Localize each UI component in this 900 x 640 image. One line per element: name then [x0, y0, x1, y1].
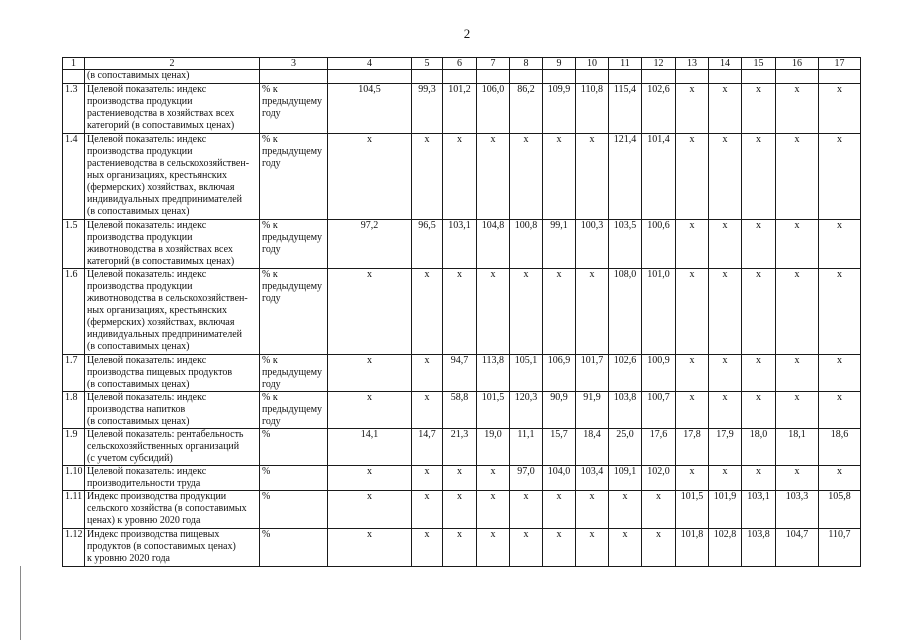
indicator-name-cell: Целевой показатель: рентабельность сельскохозяйственных организаций (с учетом субсидий)	[85, 429, 260, 466]
unit-cell	[260, 70, 328, 84]
table-row	[63, 134, 861, 220]
column-header-4: 4	[328, 58, 412, 70]
indicators-table	[62, 57, 861, 567]
row-number-cell: 1.8	[63, 392, 85, 429]
column-header-15: 15	[742, 58, 776, 70]
value-cell: 18,0	[742, 429, 776, 466]
value-cell: 103,8	[742, 529, 776, 567]
table-row	[63, 529, 861, 567]
row-number-cell: 1.9	[63, 429, 85, 466]
value-cell: х	[676, 220, 709, 269]
value-cell: х	[742, 392, 776, 429]
value-cell: 14,1	[328, 429, 412, 466]
value-cell: х	[776, 84, 819, 134]
table-row	[63, 269, 861, 355]
value-cell: х	[328, 466, 412, 491]
value-cell	[576, 70, 609, 84]
value-cell: 86,2	[510, 84, 543, 134]
value-cell: х	[819, 269, 861, 355]
value-cell: х	[676, 84, 709, 134]
value-cell: 17,6	[642, 429, 676, 466]
value-cell: х	[819, 466, 861, 491]
value-cell: 100,7	[642, 392, 676, 429]
table-header-row	[63, 58, 861, 70]
value-cell: 105,8	[819, 491, 861, 529]
value-cell: 102,6	[609, 355, 642, 392]
value-cell: х	[576, 269, 609, 355]
value-cell	[742, 70, 776, 84]
value-cell: х	[443, 466, 477, 491]
table-row	[63, 429, 861, 466]
indicator-name-cell: Целевой показатель: индекс производства продукции животноводства в сельскохозяйствен- ных организациях, крестьянских (фермерских) хозяйствах, включая индивидуальных предпринимателей (в сопоставимых ценах)	[85, 269, 260, 355]
value-cell: 110,8	[576, 84, 609, 134]
value-cell: х	[609, 529, 642, 567]
unit-cell: % к предыдущему году	[260, 134, 328, 220]
value-cell: х	[543, 134, 576, 220]
value-cell: 100,3	[576, 220, 609, 269]
value-cell: х	[776, 392, 819, 429]
value-cell: 96,5	[412, 220, 443, 269]
column-header-16: 16	[776, 58, 819, 70]
value-cell: х	[443, 269, 477, 355]
value-cell: 18,1	[776, 429, 819, 466]
column-header-9: 9	[543, 58, 576, 70]
value-cell: 103,4	[576, 466, 609, 491]
value-cell: х	[709, 466, 742, 491]
unit-cell: %	[260, 491, 328, 529]
value-cell: х	[477, 491, 510, 529]
row-number-cell: 1.11	[63, 491, 85, 529]
value-cell: 100,9	[642, 355, 676, 392]
value-cell: х	[742, 269, 776, 355]
value-cell: 106,0	[477, 84, 510, 134]
value-cell: х	[776, 220, 819, 269]
value-cell: 99,3	[412, 84, 443, 134]
value-cell: х	[676, 466, 709, 491]
value-cell: 110,7	[819, 529, 861, 567]
value-cell: 101,2	[443, 84, 477, 134]
value-cell: х	[709, 220, 742, 269]
value-cell: х	[576, 134, 609, 220]
value-cell: х	[642, 529, 676, 567]
value-cell: х	[328, 529, 412, 567]
value-cell: х	[412, 529, 443, 567]
value-cell: 113,8	[477, 355, 510, 392]
value-cell	[642, 70, 676, 84]
column-header-12: 12	[642, 58, 676, 70]
row-number-cell: 1.4	[63, 134, 85, 220]
value-cell: х	[328, 269, 412, 355]
table-row	[63, 491, 861, 529]
row-number-cell: 1.12	[63, 529, 85, 567]
column-header-6: 6	[443, 58, 477, 70]
value-cell: 106,9	[543, 355, 576, 392]
value-cell: х	[328, 355, 412, 392]
table-body	[63, 70, 861, 567]
value-cell: х	[642, 491, 676, 529]
value-cell: х	[709, 134, 742, 220]
value-cell: х	[510, 529, 543, 567]
value-cell: х	[443, 491, 477, 529]
indicator-name-cell: Индекс производства продукции сельского хозяйства (в сопоставимых ценах) к уровню 2020 года	[85, 491, 260, 529]
value-cell: 15,7	[543, 429, 576, 466]
value-cell	[477, 70, 510, 84]
value-cell	[328, 70, 412, 84]
unit-cell: % к предыдущему году	[260, 84, 328, 134]
value-cell: 21,3	[443, 429, 477, 466]
column-header-3: 3	[260, 58, 328, 70]
value-cell: 17,8	[676, 429, 709, 466]
indicator-name-cell: Целевой показатель: индекс производства пищевых продуктов (в сопоставимых ценах)	[85, 355, 260, 392]
value-cell: х	[443, 529, 477, 567]
table-row	[63, 84, 861, 134]
value-cell: х	[543, 269, 576, 355]
value-cell: х	[819, 134, 861, 220]
value-cell: х	[510, 134, 543, 220]
value-cell: 101,8	[676, 529, 709, 567]
table-row	[63, 355, 861, 392]
value-cell: х	[412, 269, 443, 355]
value-cell: 108,0	[609, 269, 642, 355]
unit-cell: % к предыдущему году	[260, 220, 328, 269]
value-cell: х	[776, 466, 819, 491]
value-cell: 18,6	[819, 429, 861, 466]
table-row	[63, 392, 861, 429]
value-cell: х	[709, 355, 742, 392]
value-cell: х	[709, 392, 742, 429]
value-cell: 102,8	[709, 529, 742, 567]
value-cell: х	[477, 269, 510, 355]
value-cell: 90,9	[543, 392, 576, 429]
value-cell	[443, 70, 477, 84]
value-cell: х	[543, 529, 576, 567]
value-cell: х	[776, 134, 819, 220]
value-cell: х	[328, 491, 412, 529]
value-cell: х	[819, 84, 861, 134]
value-cell: 19,0	[477, 429, 510, 466]
value-cell: х	[676, 355, 709, 392]
value-cell: 11,1	[510, 429, 543, 466]
value-cell: 101,9	[709, 491, 742, 529]
value-cell: 101,7	[576, 355, 609, 392]
value-cell: х	[742, 466, 776, 491]
row-number-cell	[63, 70, 85, 84]
value-cell: х	[709, 269, 742, 355]
column-header-14: 14	[709, 58, 742, 70]
value-cell: 103,8	[609, 392, 642, 429]
table-row	[63, 70, 861, 84]
value-cell: 101,0	[642, 269, 676, 355]
value-cell: 58,8	[443, 392, 477, 429]
value-cell	[776, 70, 819, 84]
value-cell: х	[776, 269, 819, 355]
value-cell: х	[709, 84, 742, 134]
value-cell: х	[477, 529, 510, 567]
value-cell: 103,3	[776, 491, 819, 529]
unit-cell: % к предыдущему году	[260, 269, 328, 355]
column-header-7: 7	[477, 58, 510, 70]
column-header-2: 2	[85, 58, 260, 70]
page-number: 2	[463, 26, 471, 41]
value-cell: х	[676, 134, 709, 220]
value-cell: х	[412, 134, 443, 220]
value-cell	[676, 70, 709, 84]
value-cell: х	[477, 466, 510, 491]
value-cell: 109,1	[609, 466, 642, 491]
value-cell: х	[328, 134, 412, 220]
value-cell: х	[328, 392, 412, 429]
value-cell: 104,8	[477, 220, 510, 269]
value-cell: 105,1	[510, 355, 543, 392]
value-cell: х	[676, 269, 709, 355]
value-cell: х	[543, 491, 576, 529]
row-number-cell: 1.10	[63, 466, 85, 491]
value-cell: х	[510, 491, 543, 529]
value-cell: 103,1	[742, 491, 776, 529]
value-cell: 100,6	[642, 220, 676, 269]
value-cell: 120,3	[510, 392, 543, 429]
value-cell: х	[477, 134, 510, 220]
value-cell: 104,0	[543, 466, 576, 491]
value-cell: 97,0	[510, 466, 543, 491]
value-cell: 104,5	[328, 84, 412, 134]
value-cell: х	[819, 392, 861, 429]
value-cell: 115,4	[609, 84, 642, 134]
value-cell: 102,0	[642, 466, 676, 491]
value-cell: х	[742, 134, 776, 220]
value-cell	[510, 70, 543, 84]
column-header-17: 17	[819, 58, 861, 70]
value-cell: х	[576, 529, 609, 567]
value-cell: х	[819, 355, 861, 392]
column-header-8: 8	[510, 58, 543, 70]
unit-cell: % к предыдущему году	[260, 355, 328, 392]
value-cell	[819, 70, 861, 84]
table-row	[63, 220, 861, 269]
unit-cell: % к предыдущему году	[260, 392, 328, 429]
value-cell: 99,1	[543, 220, 576, 269]
value-cell: 104,7	[776, 529, 819, 567]
value-cell: 94,7	[443, 355, 477, 392]
value-cell: 14,7	[412, 429, 443, 466]
table-head	[63, 58, 861, 70]
value-cell: х	[609, 491, 642, 529]
value-cell: х	[443, 134, 477, 220]
scan-edge-mark	[20, 566, 21, 640]
value-cell: 101,5	[477, 392, 510, 429]
value-cell: х	[576, 491, 609, 529]
row-number-cell: 1.6	[63, 269, 85, 355]
value-cell: х	[676, 392, 709, 429]
indicator-name-cell: Целевой показатель: индекс производства продукции животноводства в хозяйствах всех категорий (в сопоставимых ценах)	[85, 220, 260, 269]
value-cell: 100,8	[510, 220, 543, 269]
unit-cell: %	[260, 466, 328, 491]
column-header-10: 10	[576, 58, 609, 70]
value-cell: х	[819, 220, 861, 269]
value-cell: 109,9	[543, 84, 576, 134]
column-header-11: 11	[609, 58, 642, 70]
unit-cell: %	[260, 529, 328, 567]
value-cell: 25,0	[609, 429, 642, 466]
column-header-1: 1	[63, 58, 85, 70]
row-number-cell: 1.7	[63, 355, 85, 392]
value-cell	[609, 70, 642, 84]
indicator-name-cell: Целевой показатель: индекс производства напитков (в сопоставимых ценах)	[85, 392, 260, 429]
value-cell	[412, 70, 443, 84]
indicator-name-cell: Целевой показатель: индекс производства продукции растениеводства в сельскохозяйствен- ных организациях, крестьянских (фермерских) хозяйствах, включая индивидуальных предпринимателей (в сопоставимых ценах)	[85, 134, 260, 220]
value-cell: х	[776, 355, 819, 392]
value-cell: 91,9	[576, 392, 609, 429]
value-cell: 101,5	[676, 491, 709, 529]
value-cell	[709, 70, 742, 84]
column-header-5: 5	[412, 58, 443, 70]
value-cell: 101,4	[642, 134, 676, 220]
indicator-name-cell: Индекс производства пищевых продуктов (в сопоставимых ценах) к уровню 2020 года	[85, 529, 260, 567]
value-cell: 18,4	[576, 429, 609, 466]
value-cell: 102,6	[642, 84, 676, 134]
value-cell: 97,2	[328, 220, 412, 269]
value-cell: х	[412, 392, 443, 429]
value-cell: х	[742, 220, 776, 269]
table-row	[63, 466, 861, 491]
value-cell: 103,1	[443, 220, 477, 269]
row-number-cell: 1.5	[63, 220, 85, 269]
value-cell: х	[412, 466, 443, 491]
indicator-name-cell: Целевой показатель: индекс производительности труда	[85, 466, 260, 491]
value-cell: х	[742, 84, 776, 134]
value-cell: 17,9	[709, 429, 742, 466]
unit-cell: %	[260, 429, 328, 466]
indicator-name-cell: Целевой показатель: индекс производства продукции растениеводства в хозяйствах всех категорий (в сопоставимых ценах)	[85, 84, 260, 134]
value-cell: 103,5	[609, 220, 642, 269]
value-cell: х	[412, 355, 443, 392]
value-cell: х	[412, 491, 443, 529]
value-cell: 121,4	[609, 134, 642, 220]
indicator-name-cell: (в сопоставимых ценах)	[85, 70, 260, 84]
value-cell: х	[510, 269, 543, 355]
value-cell: х	[742, 355, 776, 392]
row-number-cell: 1.3	[63, 84, 85, 134]
column-header-13: 13	[676, 58, 709, 70]
value-cell	[543, 70, 576, 84]
